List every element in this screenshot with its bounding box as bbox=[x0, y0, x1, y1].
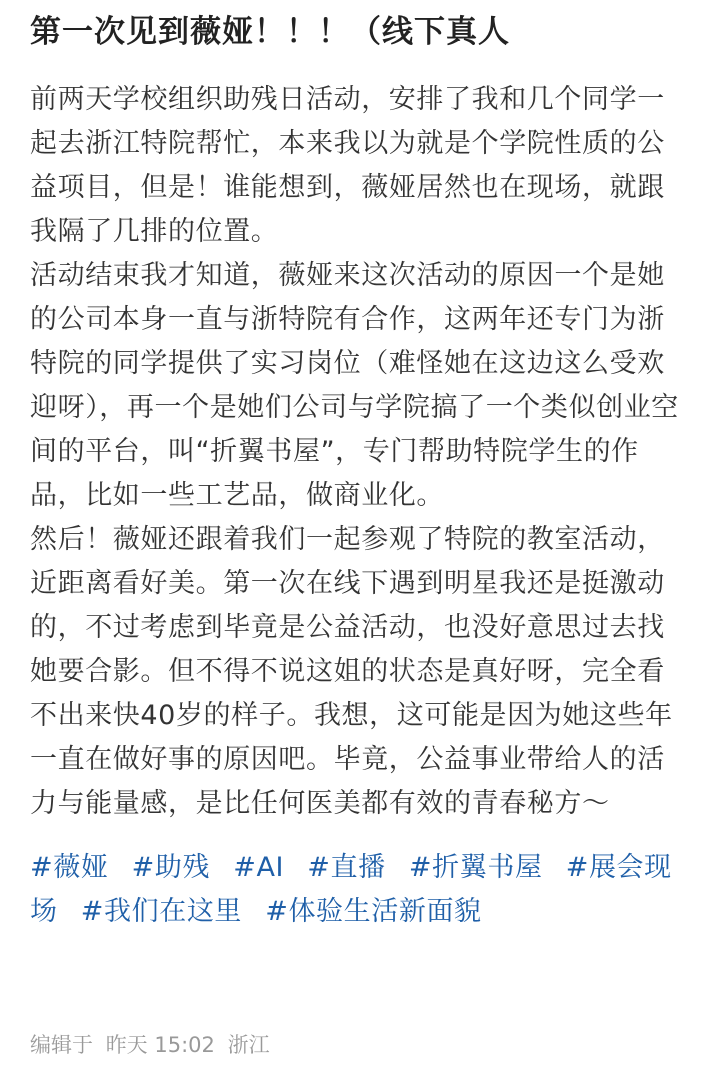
post-location: 浙江 bbox=[227, 1033, 270, 1057]
tag-link[interactable]: #AI bbox=[233, 852, 285, 883]
tag-link[interactable]: #直播 bbox=[307, 852, 386, 883]
tag-link[interactable]: #薇娅 bbox=[30, 852, 109, 883]
tag-link[interactable]: #展会现场 bbox=[30, 852, 672, 927]
tag-link[interactable]: #我们在这里 bbox=[80, 896, 243, 927]
edited-time: 昨天 15:02 bbox=[105, 1033, 215, 1057]
tag-link[interactable]: #助残 bbox=[131, 852, 211, 883]
tag-list bbox=[30, 846, 690, 934]
post-title: 第一次见到薇娅！！！（线下真人 bbox=[30, 14, 510, 50]
post-paragraph: 活动结束我才知道，薇娅来这次活动的原因一个是她的公司本身一直与浙特院有合作，这两年还专门为浙特院的同学提供了实习岗位（难怪她在这边这么受欢迎呀），再一个是她们公司与学院搞了一个类似创业空间的平台，叫“折翼书屋”，专门帮助特院学生的作品，比如一些工艺品，做商业化。 bbox=[30, 260, 679, 511]
tag-link[interactable]: #折翼书屋 bbox=[408, 852, 543, 883]
tag-link[interactable]: #体验生活新面貌 bbox=[265, 896, 482, 927]
post-paragraph: 然后！薇娅还跟着我们一起参观了特院的教室活动，近距离看好美。第一次在线下遇到明星我还是挺激动的，不过考虑到毕竟是公益活动，也没好意思过去找她要合影。但不得不说这姐的状态是真好呀，完全看不出来快40岁的样子。我想，这可能是因为她这些年一直在做好事的原因吧。毕竟，公益事业带给人的活力与能量感，是比任何医美都有效的青春秘方～ bbox=[30, 524, 673, 819]
post-paragraph: 前两天学校组织助残日活动，安排了我和几个同学一起去浙江特院帮忙，本来我以为就是个学院性质的公益项目，但是！谁能想到，薇娅居然也在现场，就跟我隔了几排的位置。 bbox=[30, 84, 665, 247]
post-meta bbox=[30, 1030, 276, 1060]
post-body bbox=[30, 78, 690, 826]
edited-label: 编辑于 bbox=[30, 1033, 93, 1057]
